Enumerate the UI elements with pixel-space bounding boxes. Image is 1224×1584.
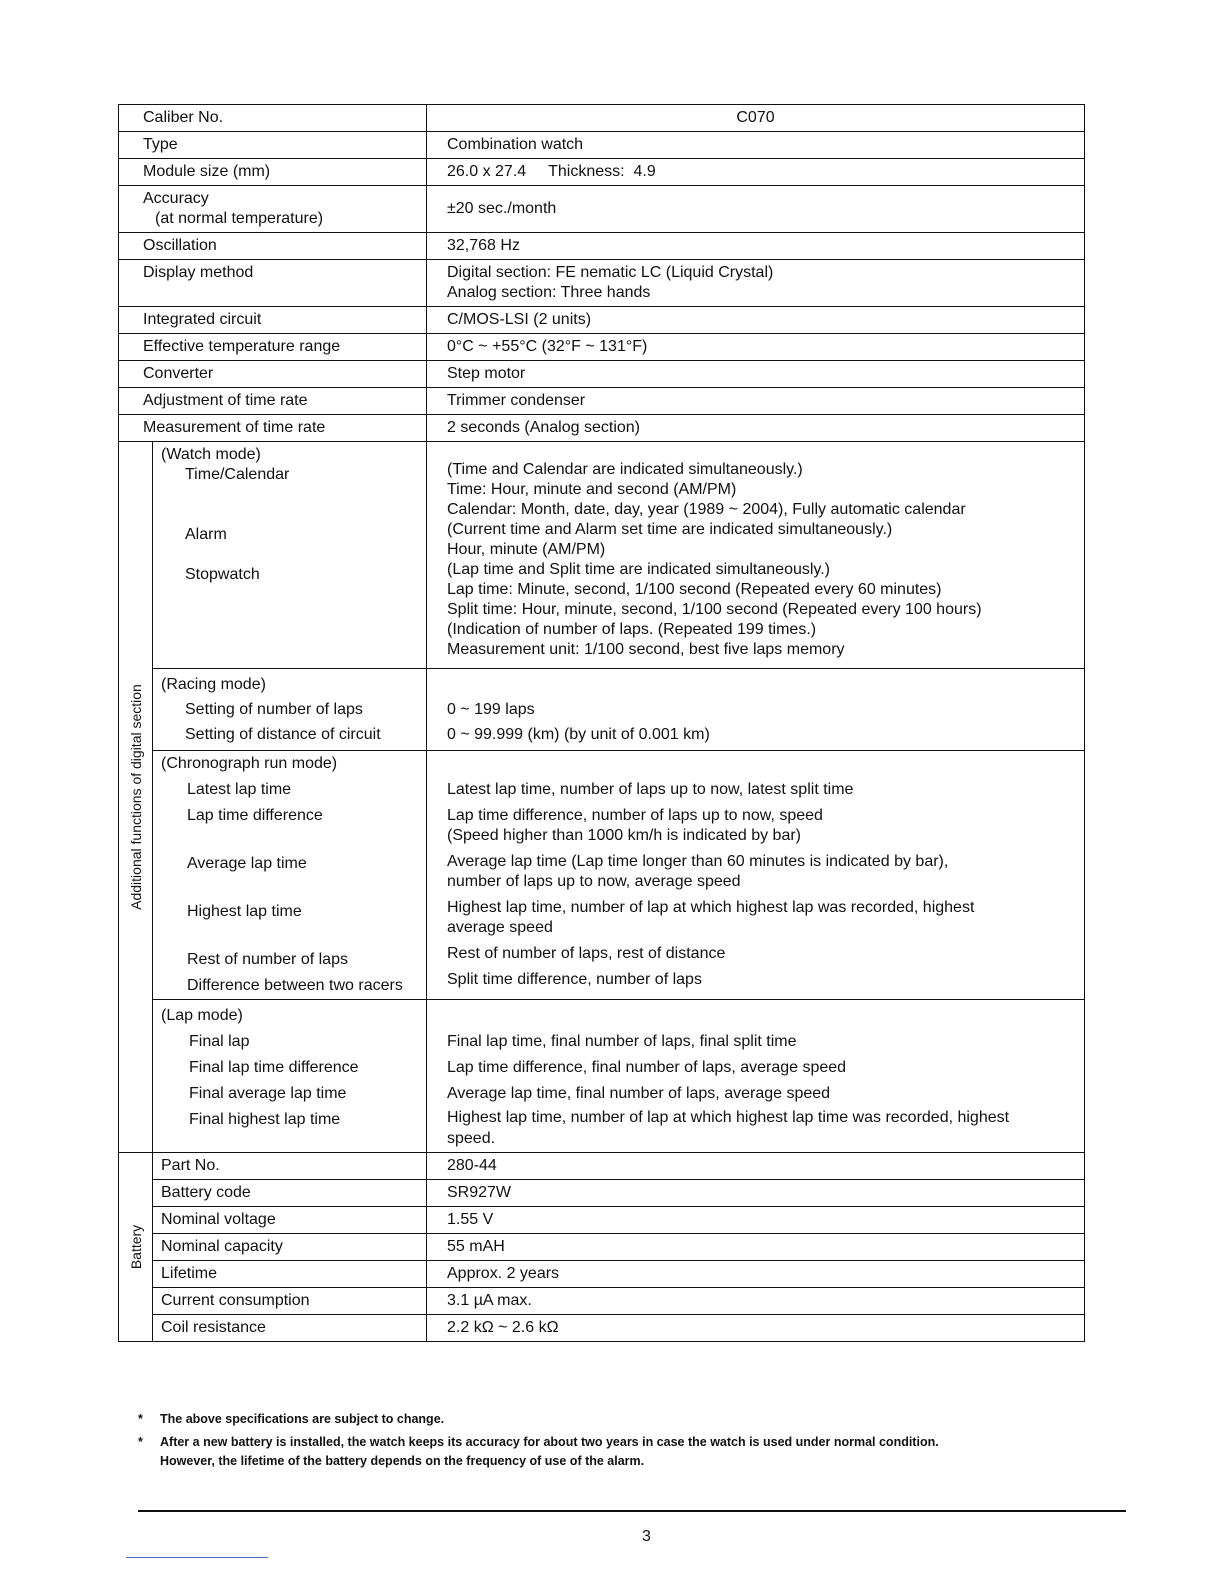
lap-mode-head: (Lap mode) (161, 1007, 243, 1024)
spec-value: C070 (427, 105, 1085, 132)
battery-label: Battery (127, 1224, 144, 1270)
watch-value: (Current time and Alarm set time are indicated simultaneously.) (447, 521, 893, 538)
battery-row (119, 1234, 1085, 1261)
spec-label: Type (119, 132, 427, 159)
lap-value: speed. (447, 1130, 496, 1147)
watch-value: (Indication of number of laps. (Repeated 199 times.) (447, 621, 817, 638)
lap-diff-label: Lap time difference (187, 807, 323, 824)
battery-row (119, 1153, 1085, 1180)
spec-row-caliber (119, 105, 1085, 132)
footnote-specs-change (136, 1410, 1096, 1429)
final-highest-lap-label: Final highest lap time (189, 1111, 341, 1128)
watch-mode-row (119, 442, 1085, 669)
footer-link-line (126, 1557, 268, 1558)
spec-value: 32,768 Hz (427, 233, 1085, 260)
watch-mode-head: (Watch mode) (161, 446, 261, 463)
battery-field-value: 280-44 (427, 1153, 1085, 1180)
spec-row-display-method (119, 260, 1085, 307)
alarm-label: Alarm (185, 526, 227, 543)
battery-side-label (119, 1153, 153, 1342)
battery-row (119, 1180, 1085, 1207)
stopwatch-label: Stopwatch (185, 566, 260, 583)
lap-value: Lap time difference, final number of laps, average speed (447, 1059, 847, 1076)
racing-mode-row (119, 669, 1085, 751)
spec-row-temperature-range (119, 334, 1085, 361)
spec-row-integrated-circuit (119, 307, 1085, 334)
battery-field-label: Nominal voltage (153, 1207, 427, 1234)
accuracy-label-note: (at normal temperature) (155, 210, 324, 227)
footnote-bullet: * (138, 1412, 143, 1426)
spec-label: Module size (mm) (119, 159, 427, 186)
spec-label: Oscillation (119, 233, 427, 260)
spec-value: C/MOS-LSI (2 units) (427, 307, 1085, 334)
battery-field-value: 2.2 kΩ ~ 2.6 kΩ (427, 1315, 1085, 1342)
lap-value: Average lap time, final number of laps, average speed (447, 1085, 831, 1102)
accuracy-label: Accuracy (143, 190, 209, 207)
spec-value: Combination watch (427, 132, 1085, 159)
time-calendar-label: Time/Calendar (185, 466, 290, 483)
additional-functions-side-label (119, 442, 153, 1153)
battery-row (119, 1207, 1085, 1234)
chrono-mode-row (119, 751, 1085, 1000)
spec-value: 26.0 x 27.4 Thickness: 4.9 (427, 159, 1085, 186)
battery-field-label: Lifetime (153, 1261, 427, 1288)
final-average-lap-label: Final average lap time (189, 1085, 347, 1102)
chrono-mode-labels (153, 751, 427, 1000)
spec-value: 0°C ~ +55°C (32°F ~ 131°F) (427, 334, 1085, 361)
watch-value: Time: Hour, minute and second (AM/PM) (447, 481, 737, 498)
battery-field-label: Battery code (153, 1180, 427, 1207)
spec-label: Adjustment of time rate (119, 388, 427, 415)
battery-field-value: 55 mAH (427, 1234, 1085, 1261)
battery-field-value: 3.1 µA max. (427, 1288, 1085, 1315)
chrono-value: Latest lap time, number of laps up to now, latest split time (447, 781, 854, 798)
chrono-value: number of laps up to now, average speed (447, 873, 741, 890)
chrono-value: Rest of number of laps, rest of distance (447, 945, 726, 962)
watch-value: (Time and Calendar are indicated simultaneously.) (447, 461, 803, 478)
final-lap-label: Final lap (189, 1033, 250, 1050)
spec-value: Trimmer condenser (427, 388, 1085, 415)
chrono-value: Highest lap time, number of lap at which highest lap was recorded, highest (447, 899, 975, 916)
display-digital: Digital section: FE nematic LC (Liquid Crystal) (447, 264, 774, 281)
additional-functions-label: Additional functions of digital section (127, 684, 144, 910)
distance-setting-label: Setting of distance of circuit (185, 726, 381, 743)
spec-row-module-size (119, 159, 1085, 186)
watch-value: Lap time: Minute, second, 1/100 second (Repeated every 60 minutes) (447, 581, 942, 598)
battery-row (119, 1261, 1085, 1288)
final-lap-diff-label: Final lap time difference (189, 1059, 359, 1076)
watch-value: (Lap time and Split time are indicated simultaneously.) (447, 561, 830, 578)
chrono-value: Average lap time (Lap time longer than 60 minutes is indicated by bar), (447, 853, 949, 870)
footer-rule (138, 1510, 1126, 1512)
spec-row-time-rate-measurement (119, 415, 1085, 442)
spec-row-oscillation (119, 233, 1085, 260)
racing-mode-values (427, 669, 1085, 751)
chrono-value: Split time difference, number of laps (447, 971, 702, 988)
battery-field-label: Current consumption (153, 1288, 427, 1315)
racing-value: 0 ~ 199 laps (447, 701, 535, 718)
spec-value: 2 seconds (Analog section) (427, 415, 1085, 442)
battery-field-label: Nominal capacity (153, 1234, 427, 1261)
racing-value: 0 ~ 99.999 (km) (by unit of 0.001 km) (447, 726, 710, 743)
watch-value: Hour, minute (AM/PM) (447, 541, 606, 558)
spec-row-converter (119, 361, 1085, 388)
spec-label: Effective temperature range (119, 334, 427, 361)
spec-label: Display method (119, 260, 427, 307)
battery-field-value: 1.55 V (427, 1207, 1085, 1234)
lap-mode-row (119, 1000, 1085, 1153)
battery-field-value: SR927W (427, 1180, 1085, 1207)
lap-value: Highest lap time, number of lap at which highest lap time was recorded, highest (447, 1109, 1010, 1126)
footnote-text: The above specifications are subject to change. (160, 1412, 445, 1426)
footnote-battery (136, 1433, 1096, 1471)
chrono-value: average speed (447, 919, 553, 936)
two-racers-diff-label: Difference between two racers (187, 977, 403, 994)
laps-setting-label: Setting of number of laps (185, 701, 363, 718)
footnote-bullet: * (138, 1435, 143, 1449)
lap-mode-values (427, 1000, 1085, 1153)
footnote-text: However, the lifetime of the battery depends on the frequency of use of the alarm. (160, 1454, 645, 1468)
rest-of-laps-label: Rest of number of laps (187, 951, 348, 968)
spec-label: Converter (119, 361, 427, 388)
watch-value: Split time: Hour, minute, second, 1/100 second (Repeated every 100 hours) (447, 601, 982, 618)
watch-value: Measurement unit: 1/100 second, best five laps memory (447, 641, 845, 658)
watch-mode-values (427, 442, 1085, 669)
watch-value: Calendar: Month, date, day, year (1989 ~ 2004), Fully automatic calendar (447, 501, 966, 518)
battery-field-label: Part No. (153, 1153, 427, 1180)
spec-label (119, 186, 427, 233)
footnote-text: After a new battery is installed, the watch keeps its accuracy for about two years in case the watch is used under normal condition. (160, 1435, 939, 1449)
average-lap-label: Average lap time (187, 855, 307, 872)
chrono-value: Lap time difference, number of laps up to now, speed (447, 807, 823, 824)
chrono-mode-values (427, 751, 1085, 1000)
spec-row-type (119, 132, 1085, 159)
battery-row (119, 1288, 1085, 1315)
page-number: 3 (642, 1528, 651, 1545)
battery-field-value: Approx. 2 years (427, 1261, 1085, 1288)
chrono-mode-head: (Chronograph run mode) (161, 755, 338, 772)
highest-lap-label: Highest lap time (187, 903, 302, 920)
racing-mode-labels (153, 669, 427, 751)
battery-field-label: Coil resistance (153, 1315, 427, 1342)
watch-mode-labels (153, 442, 427, 669)
spec-row-time-rate-adjustment (119, 388, 1085, 415)
spec-row-accuracy (119, 186, 1085, 233)
lap-mode-labels (153, 1000, 427, 1153)
spec-label: Integrated circuit (119, 307, 427, 334)
battery-row (119, 1315, 1085, 1342)
lap-value: Final lap time, final number of laps, final split time (447, 1033, 797, 1050)
latest-lap-label: Latest lap time (187, 781, 292, 798)
spec-label: Caliber No. (119, 105, 427, 132)
racing-mode-head: (Racing mode) (161, 676, 266, 693)
spec-value: Step motor (427, 361, 1085, 388)
chrono-value: (Speed higher than 1000 km/h is indicated by bar) (447, 827, 801, 844)
footnotes (136, 1410, 1096, 1475)
spec-label: Measurement of time rate (119, 415, 427, 442)
specification-table (118, 104, 1085, 1342)
spec-value (427, 260, 1085, 307)
display-analog: Analog section: Three hands (447, 284, 651, 301)
spec-value: ±20 sec./month (427, 186, 1085, 233)
